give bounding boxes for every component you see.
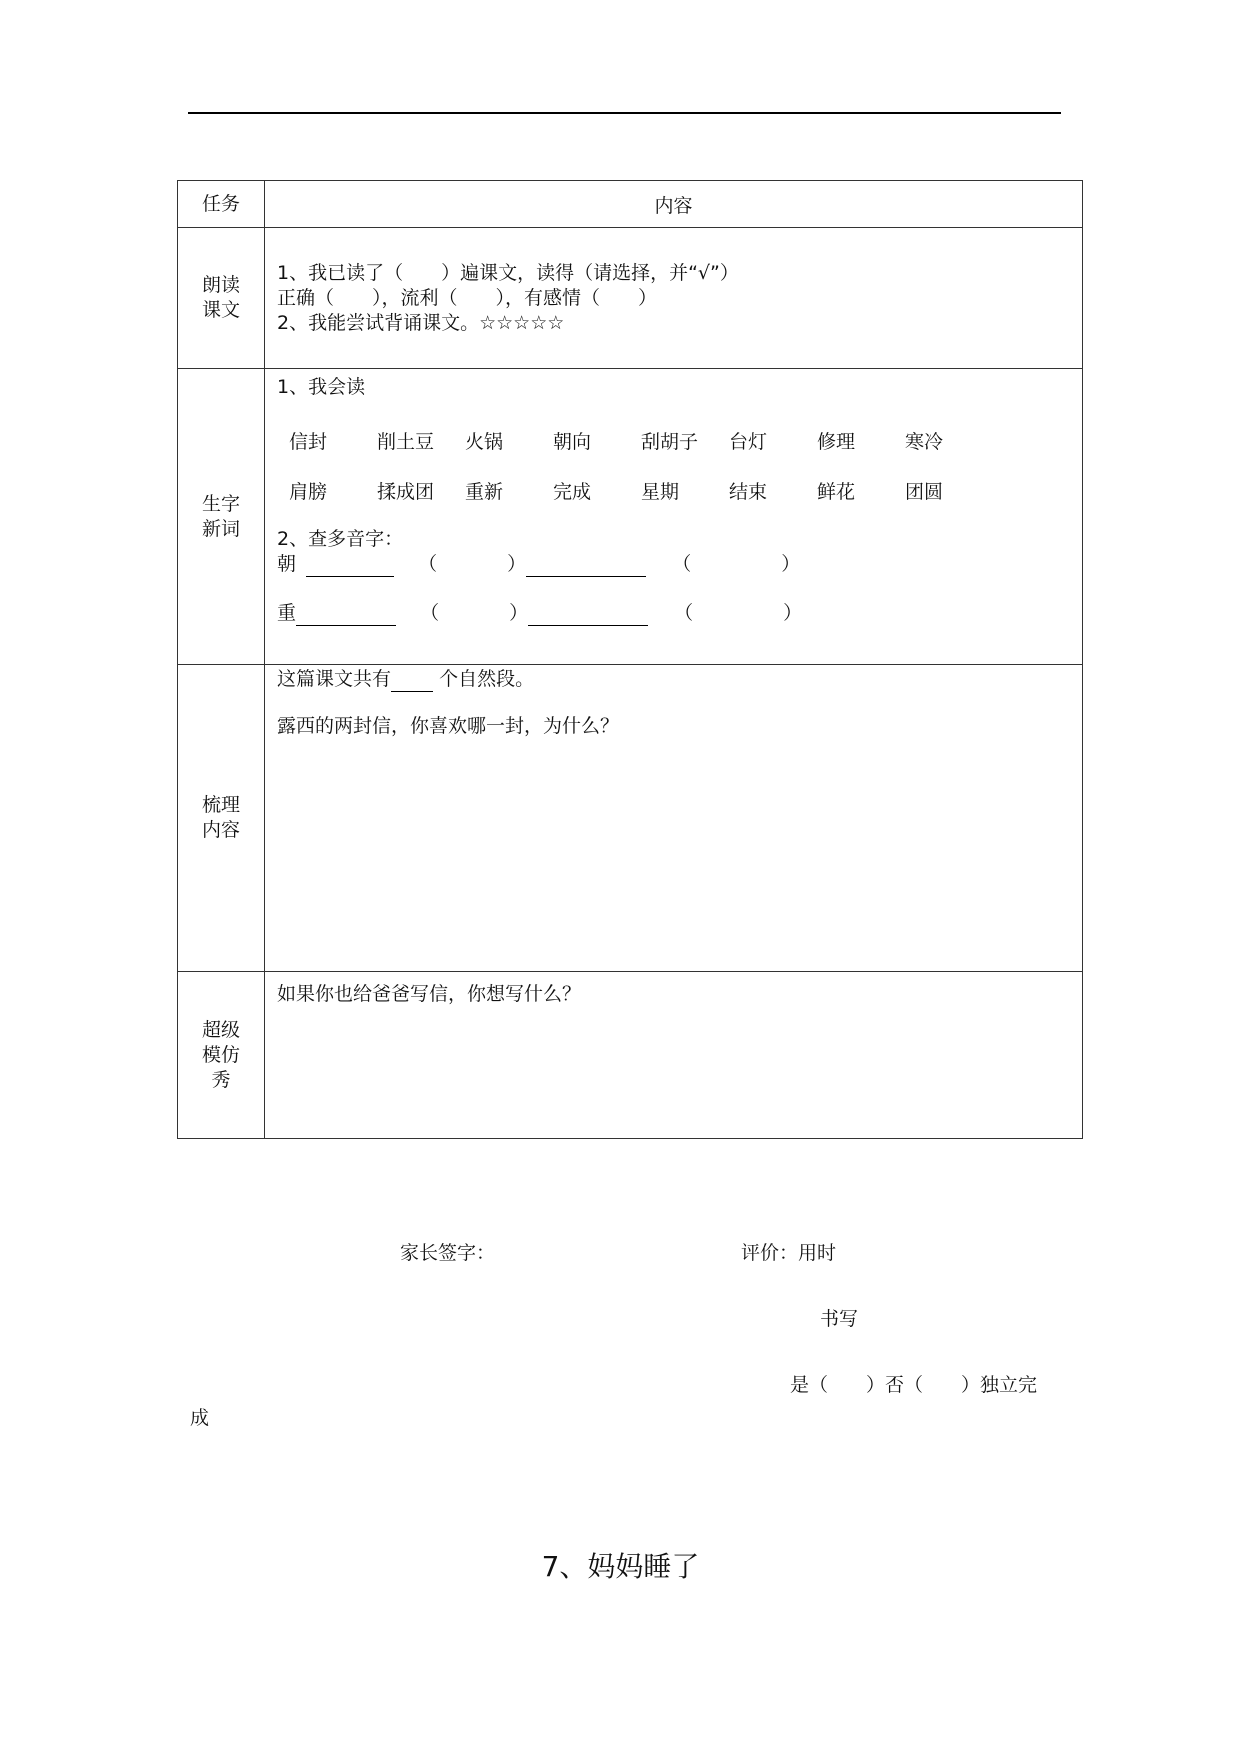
word: 寒冷	[905, 431, 944, 453]
independent-completion-label: 是（ ）否（ ）独立完	[790, 1374, 1038, 1396]
task-label: 新词	[201, 517, 240, 540]
imitate-question: 如果你也给爸爸写信，你想写什么？	[277, 983, 582, 1005]
word: 信封	[289, 431, 328, 453]
word: 揉成团	[377, 481, 435, 503]
paren: （	[420, 602, 440, 624]
question-text: 个自然段。	[439, 668, 535, 690]
word: 星期	[641, 481, 680, 503]
paren: ）	[507, 553, 527, 575]
word: 结束	[729, 481, 768, 503]
word: 火锅	[465, 431, 504, 453]
answer-blank[interactable]	[526, 558, 646, 577]
task-label: 梳理	[201, 794, 240, 816]
task-label: 朗读	[201, 274, 240, 296]
answer-blank[interactable]	[306, 558, 394, 577]
task-words	[178, 369, 265, 665]
task-label: 超级	[201, 1018, 240, 1041]
word: 鲜花	[817, 481, 856, 503]
words-title-1: 1、我会读	[277, 376, 366, 398]
task-label: 生字	[201, 492, 240, 515]
header-task: 任务	[178, 181, 265, 228]
task-table	[177, 180, 1083, 1139]
header-content: 内容	[265, 181, 1083, 228]
question-text: 这篇课文共有	[277, 668, 392, 690]
reading-line-2: 正确（ ），流利（ ），有感情（ ）	[277, 286, 658, 309]
word: 削土豆	[377, 431, 435, 453]
words-title-2: 2、查多音字：	[277, 528, 404, 550]
answer-blank[interactable]	[528, 607, 648, 626]
evaluation-time-label: 评价：用时	[741, 1242, 837, 1264]
paren: （	[672, 553, 692, 575]
polyphone-row-2	[277, 601, 1070, 626]
answer-blank[interactable]	[296, 607, 396, 626]
task-content	[178, 665, 265, 972]
paren: ）	[781, 553, 801, 575]
word: 团圆	[905, 481, 944, 503]
paren: （	[674, 602, 694, 624]
task-label: 模仿	[201, 1043, 240, 1066]
task-imitate	[178, 972, 265, 1139]
polyphone-char: 朝	[277, 553, 297, 575]
word: 刮胡子	[641, 431, 699, 453]
word-row-2	[289, 480, 1070, 505]
parent-signature-label: 家长签字：	[400, 1242, 496, 1264]
answer-blank[interactable]	[391, 673, 433, 692]
task-label: 课文	[201, 299, 240, 321]
polyphone-row-1	[277, 552, 1070, 577]
word: 完成	[553, 481, 592, 503]
paren: （	[418, 553, 438, 575]
task-reading	[178, 228, 265, 369]
paragraph-count-question	[277, 667, 1070, 692]
word: 修理	[817, 431, 856, 453]
word: 台灯	[729, 431, 768, 453]
paren: ）	[783, 602, 803, 624]
word-row-1	[289, 430, 1070, 455]
polyphone-char: 重	[277, 602, 297, 624]
header-rule	[188, 112, 1061, 114]
handwriting-label: 书写	[820, 1308, 859, 1330]
word: 肩膀	[289, 481, 328, 503]
letter-question: 露西的两封信，你喜欢哪一封，为什么？	[277, 715, 620, 737]
task-label: 秀	[211, 1068, 231, 1091]
paren: ）	[509, 602, 529, 624]
word: 朝向	[553, 431, 592, 453]
reading-line-1: 1、我已读了（ ）遍课文，读得（请选择，并“√”）	[277, 261, 739, 284]
word: 重新	[465, 481, 504, 503]
reading-line-3: 2、我能尝试背诵课文。☆☆☆☆☆	[277, 311, 565, 334]
independent-completion-tail: 成	[190, 1407, 210, 1429]
next-lesson-title: 7、妈妈睡了	[541, 1550, 700, 1583]
task-label: 内容	[201, 819, 240, 841]
